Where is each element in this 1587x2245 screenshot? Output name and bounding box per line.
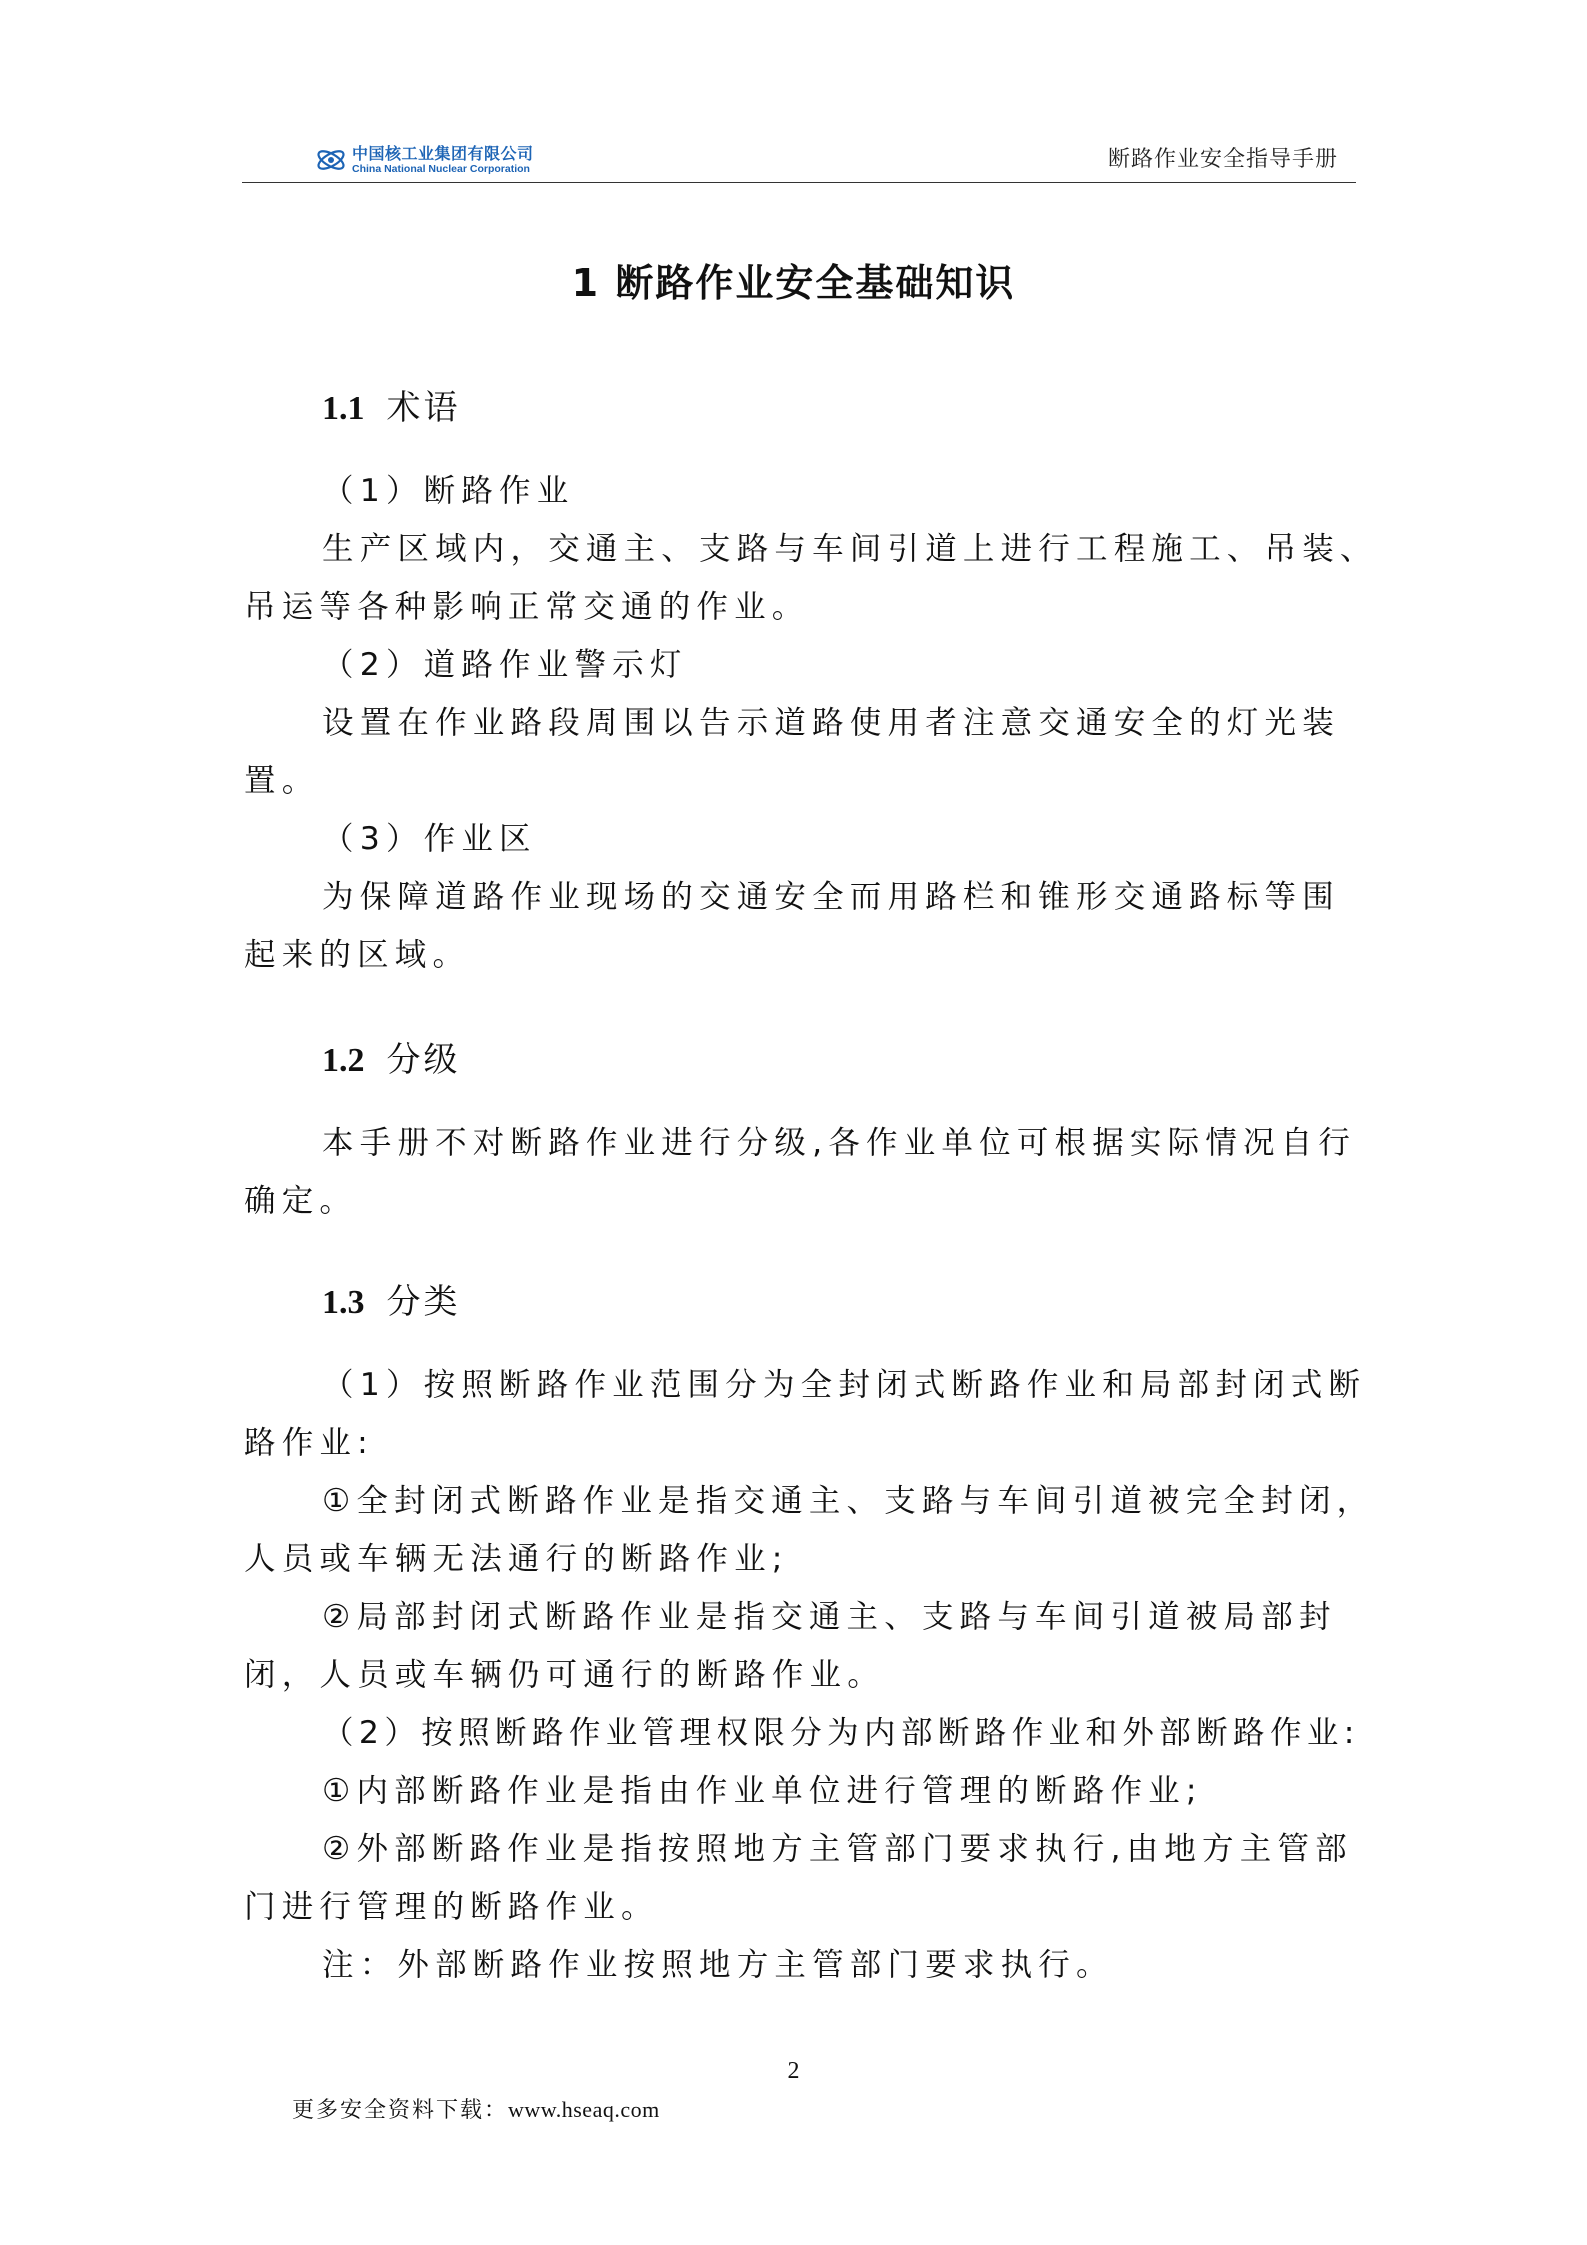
- paragraph-line: 闭，人员或车辆仍可通行的断路作业。: [244, 1657, 885, 1693]
- section-heading-1-3: [322, 1274, 461, 1323]
- paragraph-line: 起来的区域。: [244, 937, 471, 973]
- paragraph-line: 吊运等各种影响正常交通的作业。: [244, 589, 810, 625]
- paragraph-line: 生产区域内，交通主、支路与车间引道上进行工程施工、吊装、: [322, 531, 1378, 567]
- paragraph-line: 门进行管理的断路作业。: [244, 1889, 659, 1925]
- company-logo: [314, 140, 534, 180]
- paragraph-line: 本手册不对断路作业进行分级,各作业单位可根据实际情况自行: [322, 1125, 1357, 1161]
- paragraph-line: 路作业:: [244, 1425, 374, 1461]
- paragraph-line: 置。: [244, 763, 320, 799]
- footer-label: 更多安全资料下载：: [292, 2098, 509, 2123]
- section-title: 分级: [386, 1040, 461, 1080]
- page-header: [242, 132, 1356, 183]
- paragraph-line: （3）作业区: [322, 821, 537, 857]
- page-footer: [292, 2093, 660, 2124]
- section-heading-1-2: [322, 1032, 461, 1081]
- section-number: 1.3: [322, 1284, 365, 1321]
- paragraph-line: （1）断路作业: [322, 473, 575, 509]
- paragraph-line: （2）道路作业警示灯: [322, 647, 688, 683]
- section-title: 术语: [386, 388, 461, 428]
- logo-english-name: China National Nuclear Corporation: [352, 162, 530, 175]
- paragraph-line: 人员或车辆无法通行的断路作业;: [244, 1541, 789, 1577]
- paragraph-line: ①内部断路作业是指由作业单位进行管理的断路作业;: [322, 1773, 1203, 1809]
- paragraph-line: 确定。: [244, 1183, 358, 1219]
- paragraph-line: 注：外部断路作业按照地方主管部门要求执行。: [322, 1947, 1114, 1983]
- document-title: 断路作业安全指导手册: [1107, 147, 1338, 172]
- paragraph-line: （1）按照断路作业范围分为全封闭式断路作业和局部封闭式断: [322, 1367, 1367, 1403]
- paragraph-line: （2）按照断路作业管理权限分为内部断路作业和外部断路作业:: [322, 1715, 1360, 1751]
- footer-link[interactable]: www.hseaq.com: [508, 2097, 660, 2122]
- section-number: 1.1: [322, 390, 365, 427]
- paragraph-line: 设置在作业路段周围以告示道路使用者注意交通安全的灯光装: [322, 705, 1340, 741]
- paragraph-line: ②外部断路作业是指按照地方主管部门要求执行,由地方主管部: [322, 1831, 1353, 1867]
- chapter-title: 1 断路作业安全基础知识: [571, 261, 1016, 305]
- logo-chinese-name: 中国核工业集团有限公司: [352, 143, 534, 163]
- section-heading-1-1: [322, 380, 461, 429]
- section-number: 1.2: [322, 1042, 365, 1079]
- section-title: 分类: [386, 1282, 461, 1322]
- page-number: 2: [787, 2058, 800, 2084]
- paragraph-line: ①全封闭式断路作业是指交通主、支路与车间引道被完全封闭，: [322, 1483, 1375, 1519]
- paragraph-line: ②局部封闭式断路作业是指交通主、支路与车间引道被局部封: [322, 1599, 1337, 1635]
- paragraph-line: 为保障道路作业现场的交通安全而用路栏和锥形交通路标等围: [322, 879, 1340, 915]
- cnnc-logo-icon: [314, 143, 348, 177]
